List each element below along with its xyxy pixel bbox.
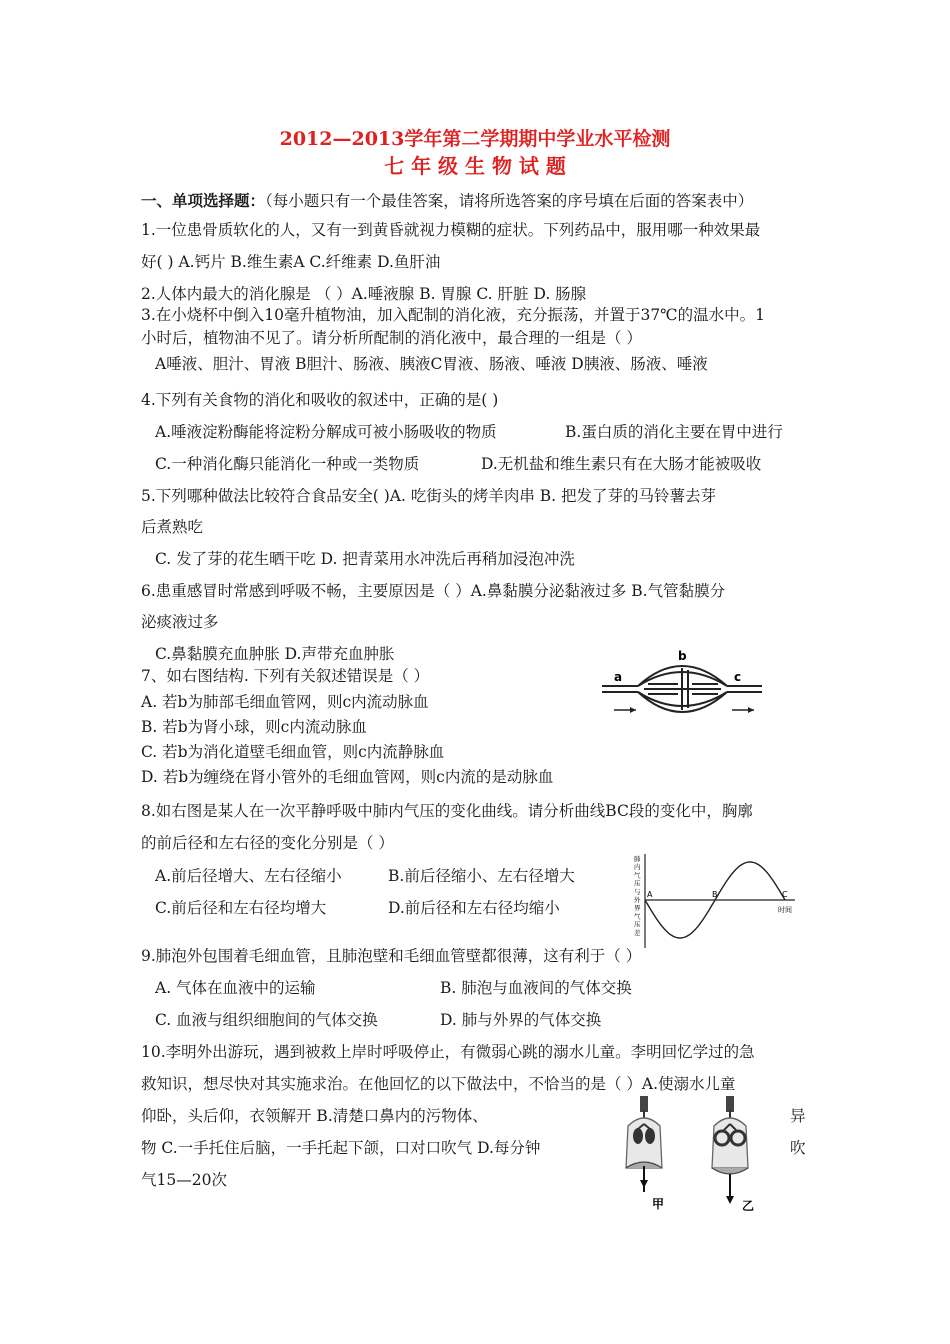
q5-line1: 5.下列哪种做法比较符合食品安全( )A. 吃街头的烤羊肉串 B. 把发了芽的马铃薯去芽: [141, 487, 717, 505]
section-title: 一、单项选择题：: [141, 191, 266, 210]
q2-line: 2.人体内最大的消化腺是 （ ）A.唾液腺 B. 胃腺 C. 肝脏 D. 肠腺: [141, 285, 587, 303]
chart-point-label-C: C: [782, 890, 788, 899]
q6-options: C.鼻黏膜充血肿胀 D.声带充血肿胀: [155, 645, 395, 663]
q10-line4: 物 C.一手托住后脑，一手托起下颌，口对口吹气 D.每分钟: [141, 1139, 541, 1157]
q10-line5: 气15—20次: [141, 1171, 227, 1189]
q9-option-a: A. 气体在血液中的运输: [155, 979, 316, 997]
chart-ylabel: 肺内气压与外界气压差: [634, 855, 641, 937]
chart-xlabel: 时间: [778, 906, 792, 914]
q9-option-c: C. 血液与组织细胞间的气体交换: [155, 1011, 378, 1029]
q4-stem: 4.下列有关食物的消化和吸收的叙述中，正确的是( ): [141, 391, 499, 409]
q9-stem: 9.肺泡外包围着毛细血管，且肺泡壁和毛细血管壁都很薄，这有利于（ ）: [141, 947, 642, 965]
label-yi: 乙: [742, 1199, 755, 1213]
q3-line1: 3.在小烧杯中倒入10毫升植物油，加入配制的消化液，充分振荡，并置于37℃的温水中。1: [141, 306, 765, 324]
q7-option-a: A. 若b为肺部毛细血管网，则c内流动脉血: [141, 693, 429, 711]
bell-jar-jia: [626, 1096, 664, 1211]
q8-option-c: C.前后径和左右径均增大: [155, 899, 327, 917]
pressure-curve-chart: [630, 852, 806, 950]
q3-line2: 小时后，植物油不见了。请分析所配制的消化液中，最合理的一组是（ ）: [141, 329, 642, 347]
q4-option-a: A.唾液淀粉酶能将淀粉分解成可被小肠吸收的物质: [155, 423, 497, 441]
q7-option-c: C. 若b为消化道壁毛细血管，则c内流静脉血: [141, 743, 445, 761]
fig7-label-b: b: [678, 649, 687, 663]
q5-line2: 后煮熟吃: [141, 518, 204, 536]
q8-line2: 的前后径和左右径的变化分别是（ ）: [141, 834, 394, 852]
section-heading: [141, 191, 753, 211]
exam-title: 2012—2013学年第二学期期中学业水平检测: [279, 128, 671, 150]
q3-options: A唾液、胆汁、胃液 B胆汁、肠液、胰液C胃液、肠液、唾液 D胰液、肠液、唾液: [155, 355, 708, 373]
q10-line4-end: 吹: [790, 1139, 806, 1157]
fig7-label-c: c: [734, 670, 742, 684]
capillary-diagram: [600, 648, 765, 720]
q10-line2: 救知识，想尽快对其实施求治。在他回忆的以下做法中，不恰当的是（ ）A.使溺水儿童: [141, 1075, 736, 1093]
q5-options: C. 发了芽的花生晒干吃 D. 把青菜用水冲洗后再稍加浸泡冲洗: [155, 550, 575, 568]
q8-option-d: D.前后径和左右径均缩小: [388, 899, 560, 917]
bell-jar-yi: [712, 1096, 754, 1213]
q10-line1: 10.李明外出游玩，遇到被救上岸时呼吸停止，有微弱心跳的溺水儿童。李明回忆学过的急: [141, 1043, 755, 1061]
q10-line3: 仰卧，头后仰，衣领解开 B.清楚口鼻内的污物体、: [141, 1107, 488, 1125]
q7-stem: 7、如右图结构. 下列有关叙述错误是（ ）: [141, 667, 430, 685]
q8-option-b: B.前后径缩小、左右径增大: [388, 867, 575, 885]
section-note: （每小题只有一个最佳答案，请将所选答案的序号填在后面的答案表中）: [265, 192, 754, 210]
q1-line2: 好( ) A.钙片 B.维生素A C.纤维素 D.鱼肝油: [141, 253, 441, 271]
q10-line3-end: 异: [790, 1107, 806, 1125]
q9-option-b: B. 肺泡与血液间的气体交换: [440, 979, 632, 997]
q4-option-d: D.无机盐和维生素只有在大肠才能被吸收: [481, 455, 762, 473]
q8-option-a: A.前后径增大、左右径缩小: [155, 867, 342, 885]
fig7-label-a: a: [614, 670, 623, 684]
q8-line1: 8.如右图是某人在一次平静呼吸中肺内气压的变化曲线。请分析曲线BC段的变化中，胸廓: [141, 802, 753, 820]
chart-point-label-A: A: [647, 890, 653, 899]
exam-subtitle: 七 年 级 生 物 试 题: [384, 154, 566, 178]
q9-option-d: D. 肺与外界的气体交换: [440, 1011, 602, 1029]
chart-point-label-B: B: [712, 890, 718, 899]
q4-option-c: C.一种消化酶只能消化一种或一类物质: [155, 455, 420, 473]
q4-option-b: B.蛋白质的消化主要在胃中进行: [565, 423, 783, 441]
q7-option-d: D. 若b为缠绕在肾小管外的毛细血管网，则c内流的是动脉血: [141, 768, 554, 786]
q7-option-b: B. 若b为肾小球，则c内流动脉血: [141, 718, 367, 736]
label-jia: 甲: [652, 1197, 665, 1211]
q6-line1: 6.患重感冒时常感到呼吸不畅，主要原因是（ ）A.鼻黏膜分泌黏液过多 B.气管黏膜分: [141, 582, 726, 600]
q6-line2: 泌痰液过多: [141, 613, 219, 631]
q1-line1: 1.一位患骨质软化的人，又有一到黄昏就视力模糊的症状。下列药品中，服用哪一种效果最: [141, 221, 761, 239]
bell-jar-diagram: [620, 1096, 780, 1216]
